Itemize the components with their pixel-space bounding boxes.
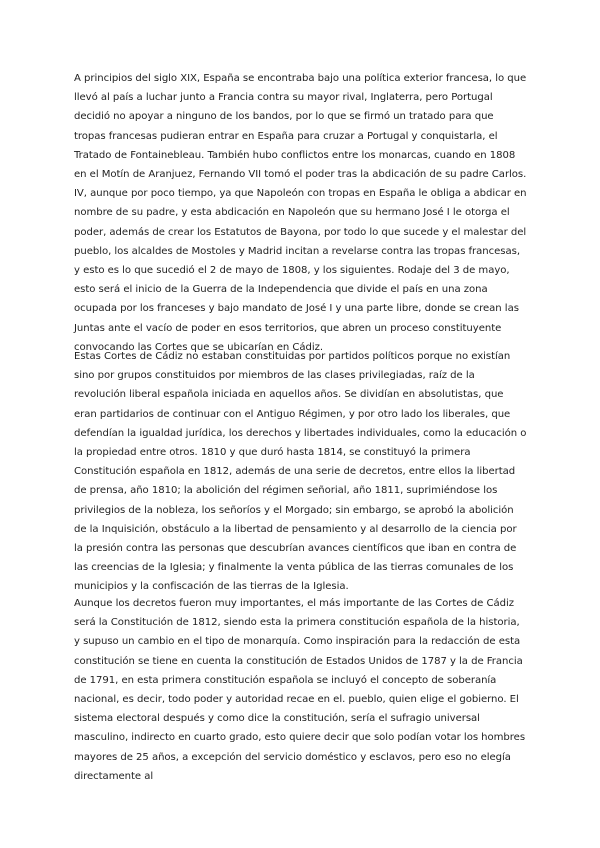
paragraph-2: [74, 347, 528, 597]
paragraph-1: [74, 69, 528, 357]
paragraph-3: [74, 594, 528, 786]
paragraph-3-text: Aunque los decretos fueron muy importantes, el más importante de las Cortes de Cádiz será la Constitución de 1812, siendo esta la primera constitución española de la historia, y supuso un cambio en el tipo de monarquía. Como inspiración para la redacción de esta constitución se tiene en cuenta la constitución de Estados Unidos de 1787 y la de Francia de 1791, en esta primera constitución española se incluyó el concepto de soberanía nacional, es decir, todo poder y autoridad recae en el. pueblo, quien elige el gobierno. El sistema electoral después y como dice la constitución, sería el sufragio universal masculino, indirecto en cuarto grado, esto quiere decir que solo podían votar los hombres mayores de 25 años, a excepción del servicio doméstico y esclavos, pero eso no elegía directamente al: [74, 598, 526, 782]
paragraph-2-text: Estas Cortes de Cádiz no estaban constituidas por partidos políticos porque no existían sino por grupos constituidos por miembros de las clases privilegiadas, raíz de la revolución liberal española iniciada en aquellos años. Se dividían en absolutistas, que eran partidarios de continuar con el Antiguo Régimen, y por otro lado los liberales, que defendían la igualdad jurídica, los derechos y libertades individuales, como la educación o la propiedad entre otros. 1810 y que duró hasta 1814, se constituyó la primera Constitución española en 1812, además de una serie de decretos, entre ellos la libertad de prensa, año 1810; la abolición del régimen señorial, año 1811, suprimiéndose los privilegios de la nobleza, los señoríos y el Morgado; sin embargo, se aprobó la abolición de la Inquisición, obstáculo a la libertad de pensamiento y al desarrollo de la ciencia por la presión contra las personas que descubrían avances científicos que iban en contra de las creencias de la Iglesia; y finalmente la venta pública de las tierras comunales de los municipios y la confiscación de las tierras de la Iglesia.: [74, 351, 527, 593]
paragraph-1-text: A principios del siglo XIX, España se encontraba bajo una política exterior francesa, lo que llevó al país a luchar junto a Francia contra su mayor rival, Inglaterra, pero Portugal decidió no apoyar a ninguno de los bandos, por lo que se firmó un tratado para que tropas francesas pudieran entrar en España para cruzar a Portugal y conquistarla, el Tratado de Fontainebleau. También hubo conflictos entre los monarcas, cuando en 1808 en el Motín de Aranjuez, Fernando VII tomó el poder tras la abdicación de su padre Carlos. IV, aunque por poco tiempo, ya que Napoleón con tropas en España le obliga a abdicar en nombre de su padre, y esta abdicación en Napoleón que su hermano José I le otorga el poder, además de crear los Estatutos de Bayona, por todo lo que sucede y el malestar del pueblo, los alcaldes de Mostoles y Madrid incitan a revelarse contra las tropas francesas, y esto es lo que sucedió el 2 de mayo de 1808, y los siguientes. Rodaje del 3 de mayo, esto será el inicio de la Guerra de la Independencia que divide el país en una zona ocupada por los franceses y bajo mandato de José I y una parte libre, donde se crean las Juntas ante el vacío de poder en esos territorios, que abren un proceso constituyente convocando las Cortes que se ubicarían en Cádiz.: [74, 73, 527, 353]
